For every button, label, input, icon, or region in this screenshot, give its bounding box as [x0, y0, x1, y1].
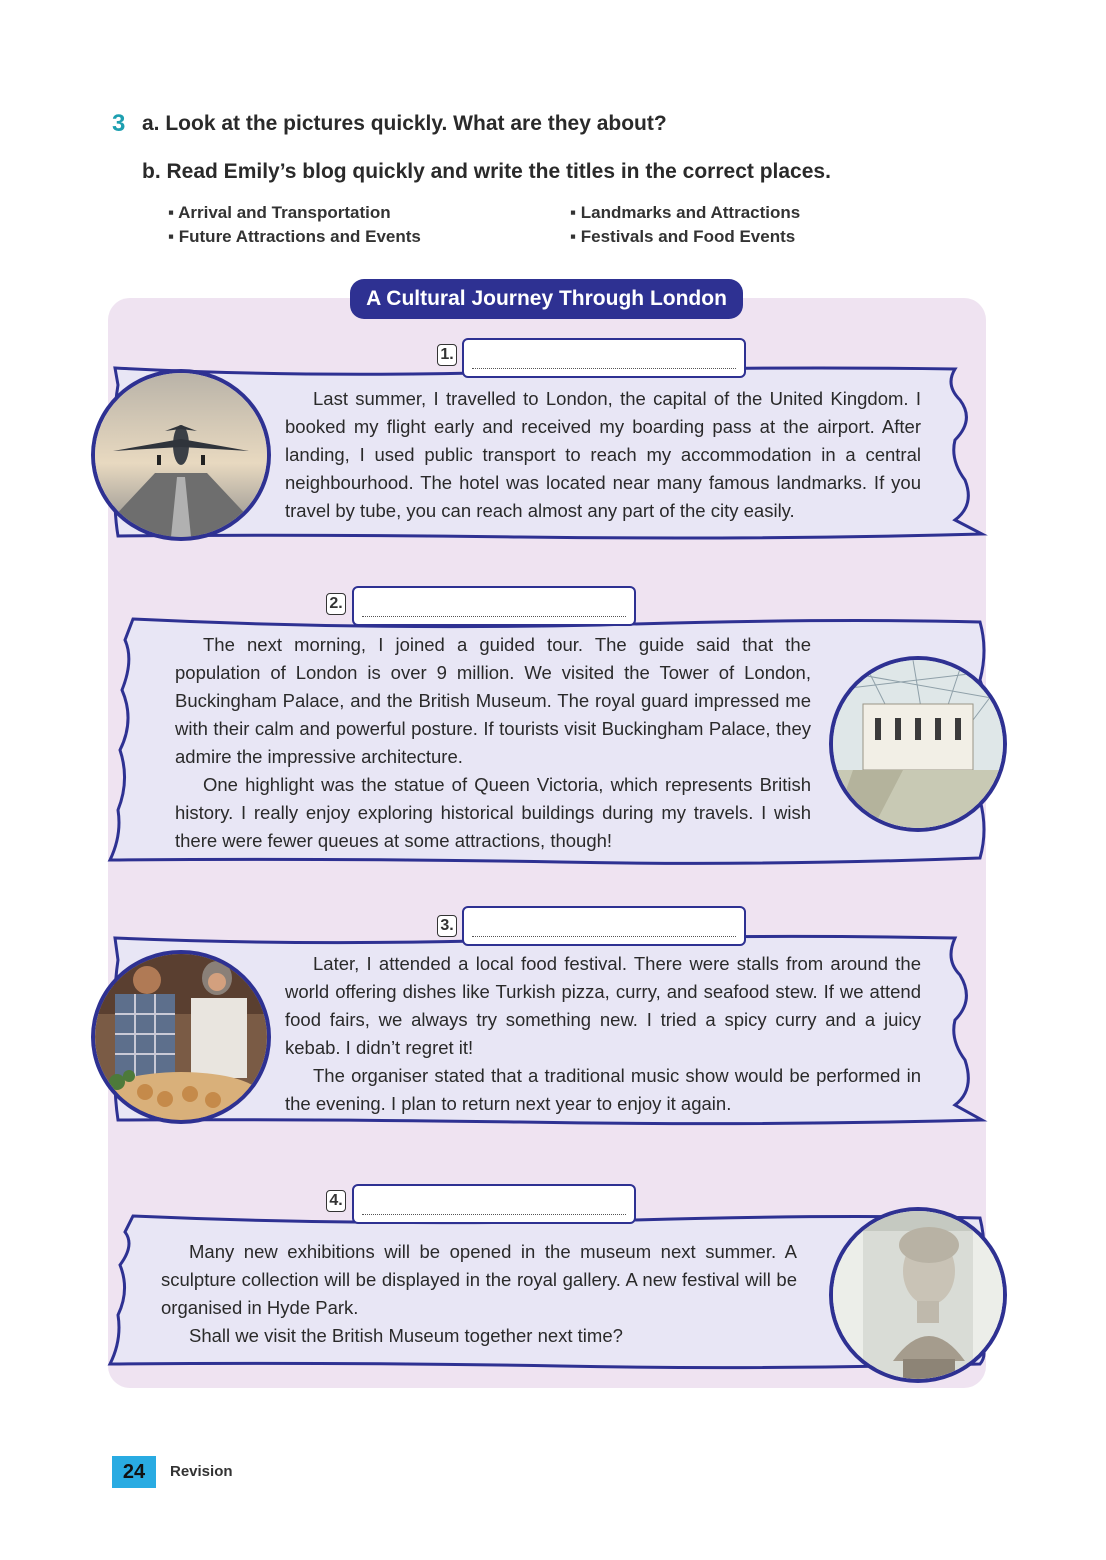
food-festival-couple-photo	[91, 950, 271, 1124]
title-answer-box-3[interactable]	[462, 906, 746, 946]
paragraph: Later, I attended a local food festival. There were stalls from around the world offering dishes like Turkish pizza, curry, and seafood stew. If we attend food fairs, we always try something new. I tried a spicy curry and a juicy kebab. I didn’t regret it!	[285, 953, 921, 1058]
section-text-3	[285, 950, 921, 1118]
paragraph: Shall we visit the British Museum together next time?	[189, 1325, 623, 1346]
section-number-4: 4.	[326, 1190, 346, 1212]
option-item: ▪ Festivals and Food Events	[570, 227, 796, 246]
title-answer-box-1[interactable]	[462, 338, 746, 378]
question-a: a. Look at the pictures quickly. What are they about?	[142, 112, 667, 135]
title-answer-box-2[interactable]	[352, 586, 636, 626]
section-number-3: 3.	[437, 915, 457, 937]
marble-bust-sculpture-photo	[829, 1207, 1007, 1383]
paragraph: Last summer, I travelled to London, the capital of the United Kingdom. I booked my flight early and received my boarding pass at the airport. After landing, I used public transport to reach my accommodation in a central neighbourhood. The hotel was located near many famous landmarks. If you travel by tube, you can reach almost any part of the city easily.	[285, 388, 921, 521]
section-text-4	[161, 1238, 797, 1350]
section-number-1: 1.	[437, 344, 457, 366]
section-number-2: 2.	[326, 593, 346, 615]
option-item: ▪ Arrival and Transportation	[168, 203, 391, 222]
blog-title: A Cultural Journey Through London	[350, 279, 743, 319]
section-text-1	[285, 385, 921, 525]
british-museum-great-court-photo	[829, 656, 1007, 832]
paragraph: The next morning, I joined a guided tour. The guide said that the population of London is over 9 million. We visited the Tower of London, Buckingham Palace, and the British Museum. The royal guard impressed me with their calm and powerful posture. If tourists visit Buckingham Palace, they admire the impressive architecture.	[175, 634, 811, 767]
option-item: ▪ Landmarks and Attractions	[570, 203, 801, 222]
title-answer-box-4[interactable]	[352, 1184, 636, 1224]
paragraph: Many new exhibitions will be opened in the museum next summer. A sculpture collection will be displayed in the royal gallery. A new festival will be organised in Hyde Park.	[161, 1241, 797, 1318]
question-b: b. Read Emily’s blog quickly and write the titles in the correct places.	[142, 160, 831, 183]
paragraph: One highlight was the statue of Queen Victoria, which represents British history. I really enjoy exploring historical buildings during my travels. I wish there were fewer queues at some attractions, though!	[175, 774, 811, 851]
option-item: ▪ Future Attractions and Events	[168, 227, 421, 246]
section-text-2	[175, 631, 811, 855]
page-number: 24	[112, 1456, 156, 1488]
exercise-number: 3	[112, 110, 126, 137]
section-name: Revision	[170, 1463, 233, 1480]
airplane-landing-photo	[91, 369, 271, 541]
paragraph: The organiser stated that a traditional music show would be performed in the evening. I plan to return next year to enjoy it again.	[285, 1065, 921, 1114]
